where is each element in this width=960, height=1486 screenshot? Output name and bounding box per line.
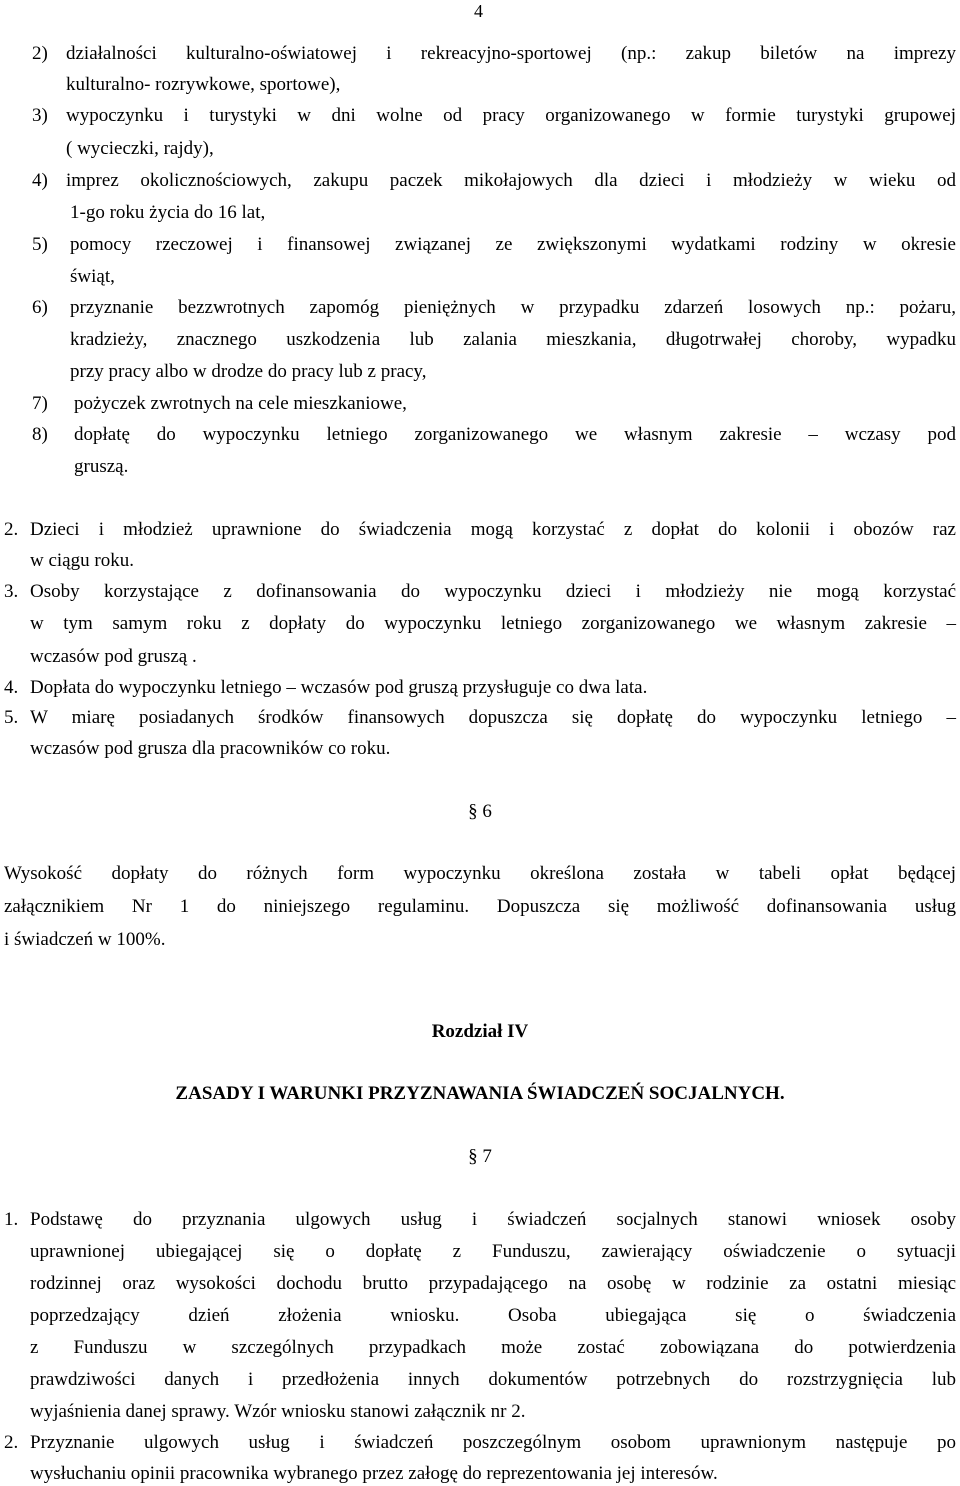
list-item-text: pomocy rzeczowej i finansowej związanej ze zwiększonymi wydatkami rodziny w okresie bbox=[70, 234, 956, 255]
list-item-text: 1-go roku życia do 16 lat, bbox=[70, 202, 266, 223]
list-item-text: poprzedzający dzień złożenia wniosku. Osoba ubiegająca się o świadczenia bbox=[30, 1305, 956, 1326]
list-item-number: 5) bbox=[32, 234, 48, 255]
list-item-number: 2. bbox=[4, 1432, 19, 1453]
list-item-number: 6) bbox=[32, 297, 48, 318]
list-item-text: uprawnionej ubiegającej się o dopłatę z Funduszu, zawierający oświadczenie o sytuacji bbox=[30, 1241, 956, 1262]
list-item-number: 8) bbox=[32, 424, 48, 445]
list-item-text: w ciągu roku. bbox=[30, 550, 134, 571]
list-item-text: wypoczynku i turystyki w dni wolne od pracy organizowanego w formie turystyki grupowej bbox=[66, 105, 956, 126]
list-item-number: 3) bbox=[32, 105, 48, 126]
list-item-text: dopłatę do wypoczynku letniego zorganizowanego we własnym zakresie – wczasy pod bbox=[74, 424, 956, 445]
list-item-text: Dopłata do wypoczynku letniego – wczasów pod gruszą przysługuje co dwa lata. bbox=[30, 677, 648, 698]
list-item-text: gruszą. bbox=[74, 456, 129, 477]
list-item-text: Podstawę do przyznania ulgowych usług i świadczeń socjalnych stanowi wniosek osoby bbox=[30, 1209, 956, 1230]
list-item-text: Dzieci i młodzież uprawnione do świadczenia mogą korzystać z dopłat do kolonii i obozów raz bbox=[30, 519, 956, 540]
list-item-text: wysłuchaniu opinii pracownika wybranego przez załogę do reprezentowania jej interesów. bbox=[30, 1463, 718, 1484]
list-item-text: Przyznanie ulgowych usług i świadczeń poszczególnym osobom uprawnionym następuje po bbox=[30, 1432, 956, 1453]
list-item-text: kulturalno- rozrywkowe, sportowe), bbox=[66, 74, 341, 95]
list-item-text: przy pracy albo w drodze do pracy lub z pracy, bbox=[70, 361, 427, 382]
list-item-number: 3. bbox=[4, 581, 19, 602]
list-item-number: 1. bbox=[4, 1209, 19, 1230]
list-item-text: pożyczek zwrotnych na cele mieszkaniowe, bbox=[74, 393, 407, 414]
list-item-text: świąt, bbox=[70, 266, 115, 287]
list-item-text: Osoby korzystające z dofinansowania do wypoczynku dzieci i młodzieży nie mogą korzystać bbox=[30, 581, 956, 602]
chapter-subtitle: ZASADY I WARUNKI PRZYZNAWANIA ŚWIADCZEŃ SOCJALNYCH. bbox=[175, 1083, 785, 1104]
section-6-text: załącznikiem Nr 1 do niniejszego regulaminu. Dopuszcza się możliwość dofinansowania usług bbox=[4, 896, 956, 917]
list-item-number: 5. bbox=[4, 707, 19, 728]
list-item-text: działalności kulturalno-oświatowej i rekreacyjno-sportowej (np.: zakup biletów na imprezy bbox=[66, 43, 956, 64]
section-7-heading: § 7 bbox=[468, 1146, 492, 1167]
list-item-text: w tym samym roku z dopłaty do wypoczynku letniego zorganizowanego we własnym zakresie – bbox=[30, 613, 956, 634]
list-item-number: 2. bbox=[4, 519, 19, 540]
section-6-text: i świadczeń w 100%. bbox=[4, 929, 166, 950]
list-item-text: wczasów pod gruszą . bbox=[30, 646, 197, 667]
list-item-text: wyjaśnienia danej sprawy. Wzór wniosku stanowi załącznik nr 2. bbox=[30, 1401, 526, 1422]
list-item-number: 2) bbox=[32, 43, 48, 64]
section-6-heading: § 6 bbox=[468, 801, 492, 822]
list-item-text: kradzieży, znacznego uszkodzenia lub zalania mieszkania, długotrwałej choroby, wypadku bbox=[70, 329, 956, 350]
section-6-text: Wysokość dopłaty do różnych form wypoczynku określona została w tabeli opłat będącej bbox=[4, 863, 956, 884]
list-item-text: prawdziwości danych i przedłożenia innych dokumentów potrzebnych do rozstrzygnięcia lub bbox=[30, 1369, 956, 1390]
chapter-title: Rozdział IV bbox=[431, 1021, 529, 1042]
list-item-text: wczasów pod grusza dla pracowników co roku. bbox=[30, 738, 391, 759]
list-item-text: ( wycieczki, rajdy), bbox=[66, 138, 214, 159]
list-item-text: z Funduszu w szczególnych przypadkach może zostać zobowiązana do potwierdzenia bbox=[30, 1337, 956, 1358]
list-item-text: W miarę posiadanych środków finansowych dopuszcza się dopłatę do wypoczynku letniego – bbox=[30, 707, 956, 728]
list-item-text: przyznanie bezzwrotnych zapomóg pieniężnych w przypadku zdarzeń losowych np.: pożaru, bbox=[70, 297, 956, 318]
list-item-number: 7) bbox=[32, 393, 48, 414]
list-item-text: imprez okolicznościowych, zakupu paczek mikołajowych dla dzieci i młodzieży w wieku od bbox=[66, 170, 956, 191]
page-number: 4 bbox=[474, 1, 483, 21]
list-item-number: 4) bbox=[32, 170, 48, 191]
list-item-number: 4. bbox=[4, 677, 19, 698]
list-item-text: rodzinnej oraz wysokości dochodu brutto przypadającego na osobę w rodzinie za ostatni miesiąc bbox=[30, 1273, 956, 1294]
